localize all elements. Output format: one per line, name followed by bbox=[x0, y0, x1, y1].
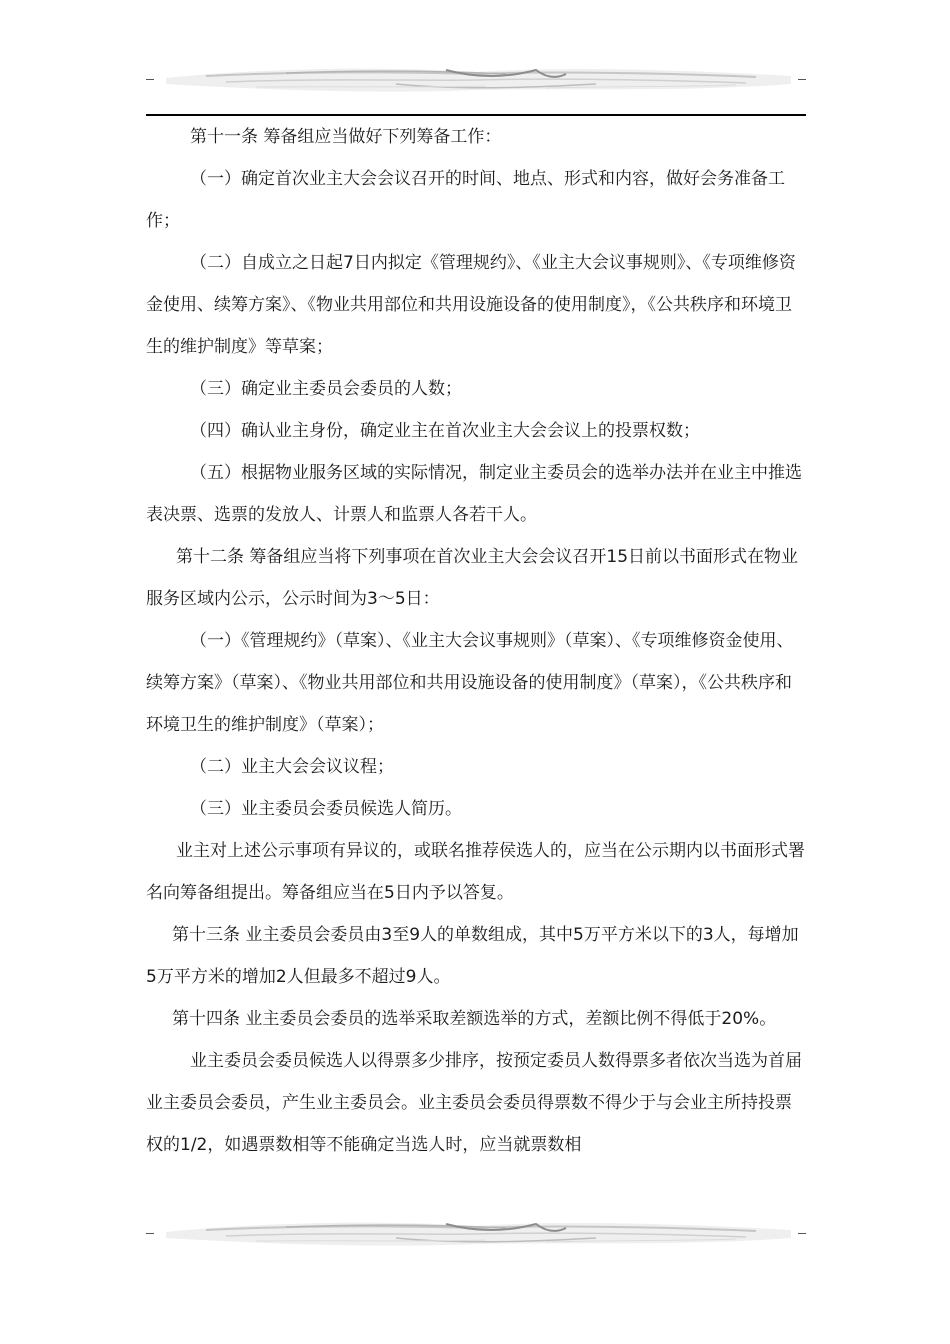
paragraph: 第十四条 业主委员会委员的选举采取差额选举的方式，差额比例不得低于20%。 bbox=[172, 1009, 777, 1029]
paragraph: 业主委员会委员候选人以得票多少排序，按预定委员人数得票多者依次当选为首届业主委员会委员，产生业主委员会。业主委员会委员得票数不得少于与会业主所持投票权的1/2，如遇票数相等不能确定当选人时，应当就票数相 bbox=[146, 1051, 802, 1155]
header-right-mark bbox=[798, 79, 806, 80]
paragraph: 第十二条 筹备组应当将下列事项在首次业主大会会议召开15日前以书面形式在物业服务区域内公示，公示时间为3～5日： bbox=[146, 547, 799, 609]
footer-right-mark bbox=[798, 1233, 806, 1234]
paragraph: 第十三条 业主委员会委员由3至9人的单数组成，其中5万平方米以下的3人，每增加5万平方米的增加2人但最多不超过9人。 bbox=[146, 925, 799, 987]
paragraph: （三）业主委员会委员候选人简历。 bbox=[190, 799, 462, 819]
brush-stroke-graphic bbox=[146, 1216, 806, 1252]
paragraph: （五）根据物业服务区域的实际情况，制定业主委员会的选举办法并在业主中推选表决票、选票的发放人、计票人和监票人各若干人。 bbox=[146, 463, 802, 525]
document-body bbox=[146, 116, 806, 1166]
brush-stroke-graphic bbox=[146, 62, 806, 98]
footer-brush-ornament bbox=[146, 1216, 806, 1252]
paragraph: （三）确定业主委员会委员的人数； bbox=[190, 379, 462, 399]
paragraph: （二）自成立之日起7日内拟定《管理规约》、《业主大会议事规则》、《专项维修资金使用、续筹方案》、《物业共用部位和共用设施设备的使用制度》，《公共秩序和环境卫生的维护制度》等草案； bbox=[146, 253, 796, 357]
header-brush-ornament bbox=[146, 62, 806, 98]
paragraph: （一）确定首次业主大会会议召开的时间、地点、形式和内容，做好会务准备工作； bbox=[146, 169, 785, 231]
paragraph: （二）业主大会会议议程； bbox=[190, 757, 394, 777]
paragraph: （四）确认业主身份，确定业主在首次业主大会会议上的投票权数； bbox=[190, 421, 700, 441]
paragraph: 业主对上述公示事项有异议的，或联名推荐侯选人的，应当在公示期内以书面形式署名向筹备组提出。筹备组应当在5日内予以答复。 bbox=[146, 841, 805, 903]
paragraph: （一）《管理规约》（草案）、《业主大会议事规则》（草案）、《专项维修资金使用、续筹方案》（草案）、《物业共用部位和共用设施设备的使用制度》（草案），《公共秩序和环境卫生的维护制度》（草案）； bbox=[146, 631, 794, 735]
paragraph: 第十一条 筹备组应当做好下列筹备工作： bbox=[190, 127, 502, 147]
